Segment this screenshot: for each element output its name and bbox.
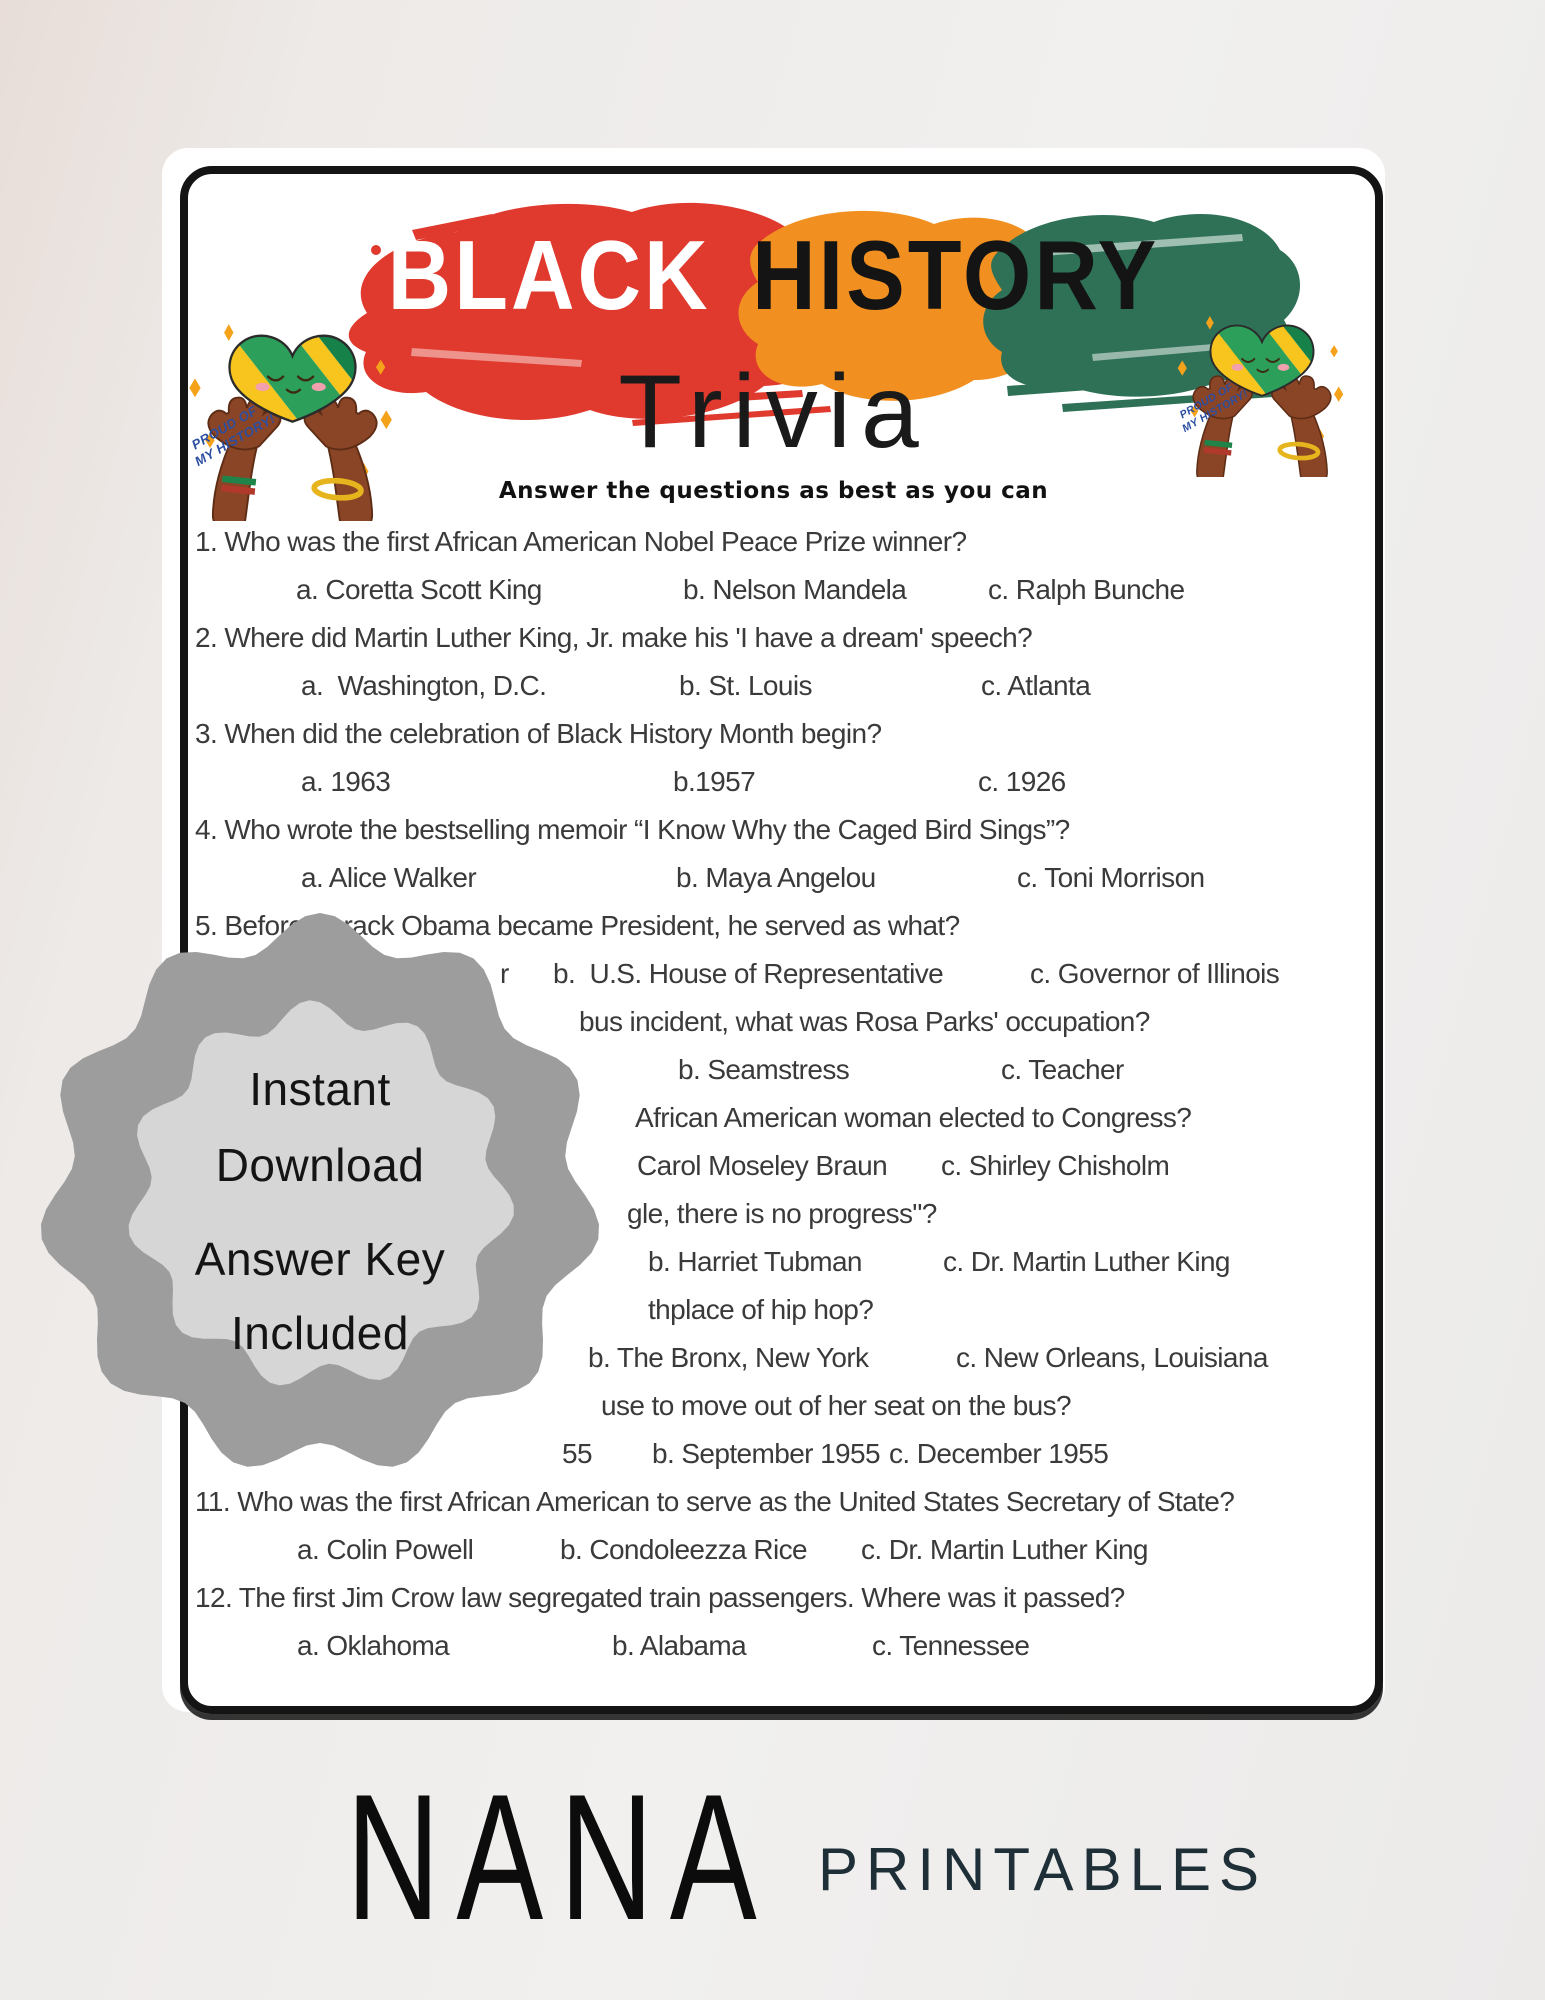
- answer-option: b. Condoleezza Rice: [560, 1534, 807, 1565]
- answer-option: b. St. Louis: [679, 670, 812, 701]
- instruction-text: Answer the questions as best as you can: [498, 478, 1049, 504]
- answer-option: a. Oklahoma: [297, 1630, 450, 1661]
- question-line: 2. Where did Martin Luther King, Jr. make his 'I have a dream' speech?: [195, 622, 1033, 653]
- question-line: 1. Who was the first African American Nobel Peace Prize winner?: [195, 526, 967, 557]
- badge-line-2: Download: [215, 1139, 425, 1191]
- answer-option: a. Washington, D.C.: [301, 670, 547, 701]
- answer-option: b. Alabama: [612, 1630, 747, 1661]
- subtitle-trivia: Trivia: [618, 354, 929, 470]
- answer-option: a. Alice Walker: [301, 862, 477, 893]
- answer-option: c. Tennessee: [872, 1630, 1030, 1661]
- question-line: gle, there is no progress"?: [627, 1198, 937, 1229]
- brand-logo: NANA: [346, 1757, 773, 1958]
- question-line: thplace of hip hop?: [648, 1294, 874, 1325]
- title-black: BLACK: [387, 219, 711, 331]
- question-line: 3. When did the celebration of Black History Month begin?: [195, 718, 882, 749]
- answer-option: b. Maya Angelou: [676, 862, 876, 893]
- badge-line-4: Included: [231, 1307, 409, 1359]
- question-line: 12. The first Jim Crow law segregated train passengers. Where was it passed?: [195, 1582, 1125, 1613]
- answer-option: a. Colin Powell: [297, 1534, 474, 1565]
- question-line: 5. Before Barack Obama became President, he served as what?: [195, 910, 960, 941]
- answer-option: c. Toni Morrison: [1017, 862, 1205, 893]
- answer-option: 55: [562, 1438, 592, 1469]
- answer-option: r: [500, 958, 509, 989]
- answer-option: b. The Bronx, New York: [588, 1342, 869, 1373]
- answer-option: a. Coretta Scott King: [296, 574, 542, 605]
- answer-option: c. Dr. Martin Luther King: [861, 1534, 1148, 1565]
- question-line: African American woman elected to Congress?: [635, 1102, 1192, 1133]
- question-line: use to move out of her seat on the bus?: [601, 1390, 1072, 1421]
- badge-line-3: Answer Key: [194, 1233, 446, 1285]
- answer-option: c. Governor of Illinois: [1030, 958, 1280, 989]
- answer-option: b. Seamstress: [678, 1054, 850, 1085]
- answer-option: b. U.S. House of Representative: [553, 958, 944, 989]
- answer-option: c. Ralph Bunche: [988, 574, 1185, 605]
- answer-option: c. Teacher: [1001, 1054, 1124, 1085]
- answer-option: b. Harriet Tubman: [648, 1246, 862, 1277]
- answer-option: c. Shirley Chisholm: [941, 1150, 1170, 1181]
- answer-option: c. December 1955: [889, 1438, 1109, 1469]
- answer-option: a. 1963: [301, 766, 391, 797]
- question-line: 4. Who wrote the bestselling memoir “I Know Why the Caged Bird Sings”?: [195, 814, 1070, 845]
- answer-option: c. 1926: [978, 766, 1066, 797]
- answer-option: b. Nelson Mandela: [683, 574, 907, 605]
- watermark-badge: [10, 905, 630, 1505]
- question-line: 11. Who was the first African American to serve as the United States Secretary of State?: [195, 1486, 1235, 1517]
- answer-option: c. New Orleans, Louisiana: [956, 1342, 1268, 1373]
- answer-option: c. Atlanta: [981, 670, 1091, 701]
- badge-line-1: Instant: [249, 1063, 391, 1115]
- answer-option: c. Dr. Martin Luther King: [943, 1246, 1230, 1277]
- brand-suffix: PRINTABLES: [818, 1836, 1267, 1903]
- answer-option: b.1957: [673, 766, 756, 797]
- title-history: HISTORY: [752, 219, 1160, 331]
- answer-option: Carol Moseley Braun: [637, 1150, 888, 1181]
- question-line: bus incident, what was Rosa Parks' occupation?: [579, 1006, 1150, 1037]
- answer-option: b. September 1955: [652, 1438, 880, 1469]
